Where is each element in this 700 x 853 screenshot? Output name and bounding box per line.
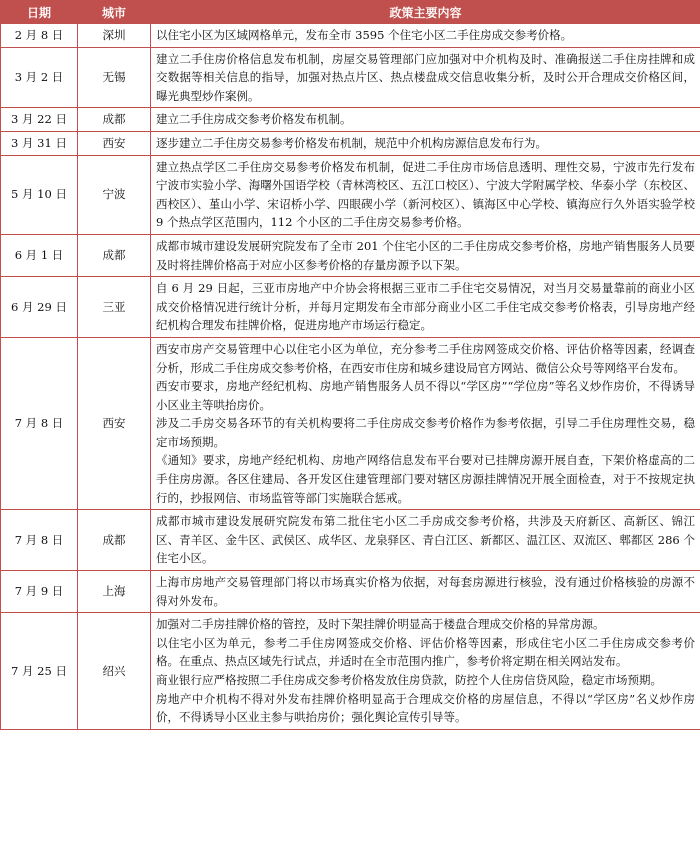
table-row	[1, 277, 700, 338]
row-city: 宁波	[78, 155, 151, 234]
table-row	[1, 571, 700, 613]
row-content	[151, 571, 700, 613]
content-paragraph: 上海市房地产交易管理部门将以市场真实价格为依据，对每套房源进行核验，没有通过价格核验的房源不得对外发布。	[156, 575, 695, 608]
row-content	[151, 24, 700, 48]
table-row	[1, 337, 700, 509]
row-date: 6 月 1 日	[1, 234, 78, 276]
table-row	[1, 131, 700, 155]
table-row	[1, 108, 700, 132]
content-paragraph: 房地产中介机构不得对外发布挂牌价格明显高于合理成交价格的房屋信息，不得以“学区房”名义炒作房价，不得诱导小区业主参与哄抬房价；强化舆论宣传引导等。	[156, 691, 695, 725]
content-paragraph: 以住宅小区为单元，参考二手住房网签成交价格、评估价格等因素，形成住宅小区二手住房成交参考价格。在重点、热点区域先行试点，并适时在全市范围内推广，参考价将定期在相关网站发布。	[156, 635, 695, 669]
table-row	[1, 234, 700, 276]
content-paragraph: 建立二手住房成交参考价格发布机制。	[156, 112, 352, 127]
row-content	[151, 47, 700, 108]
content-paragraph: 成都市城市建设发展研究院发布第二批住宅小区二手房成交参考价格，共涉及天府新区、高新区、锦江区、青羊区、金牛区、武侯区、成华区、龙泉驿区、青白江区、新都区、温江区、双流区、郫都区 286 个住宅小区。	[156, 514, 695, 566]
content-paragraph: 西安市要求，房地产经纪机构、房地产销售服务人员不得以“学区房”“学位房”等名义炒作房价，不得诱导小区业主等哄抬房价。	[156, 379, 695, 412]
row-city: 成都	[78, 234, 151, 276]
content-paragraph: 西安市房产交易管理中心以住宅小区为单位，充分参考二手住房网签成交价格、评估价格等因素，经调查分析，形成二手住房成交参考价格，在西安市住房和城乡建设局官方网站、微信公众号等网络平台发布。	[156, 341, 695, 375]
row-content	[151, 234, 700, 276]
header-content: 政策主要内容	[151, 1, 700, 24]
content-paragraph: 以住宅小区为区域网格单元，发布全市 3595 个住宅小区二手住房成交参考价格。	[156, 28, 573, 42]
row-date: 6 月 29 日	[1, 277, 78, 338]
row-date: 7 月 8 日	[1, 510, 78, 571]
row-city: 成都	[78, 108, 151, 132]
content-paragraph: 涉及二手房交易各环节的有关机构要将二手住房成交参考价格作为参考依据，引导二手住房理性交易，稳定市场预期。	[156, 416, 695, 449]
row-city: 无锡	[78, 47, 151, 108]
row-content	[151, 277, 700, 338]
row-city: 三亚	[78, 277, 151, 338]
content-paragraph: 成都市城市建设发展研究院发布了全市 201 个住宅小区的二手住房成交参考价格，房地产销售服务人员要及时将挂牌价格高于对应小区参考价格的存量房源予以下架。	[156, 238, 695, 272]
content-paragraph: 逐步建立二手住房交易参考价格发布机制，规范中介机构房源信息发布行为。	[156, 135, 547, 150]
content-paragraph: 商业银行应严格按照二手住房成交参考价格发放住房贷款，防控个人住房信贷风险，稳定市场预期。	[156, 673, 662, 687]
row-city: 深圳	[78, 24, 151, 48]
header-city: 城市	[78, 1, 151, 24]
row-date: 3 月 2 日	[1, 47, 78, 108]
table-row	[1, 47, 700, 108]
row-content	[151, 337, 700, 509]
content-paragraph: 加强对二手房挂牌价格的管控，及时下架挂牌价明显高于楼盘合理成交价格的异常房源。	[156, 617, 605, 632]
header-date: 日期	[1, 1, 78, 24]
table-row	[1, 24, 700, 48]
content-paragraph: 《通知》要求，房地产经纪机构、房地产网络信息发布平台要对已挂牌房源开展自查，下架价格虚高的二手住房房源。各区住建局、各开发区住建管理部门要对辖区房源挂牌情况开展全面检查，对于不按规定执行的，抄报网信、市场监管等部门实施联合惩戒。	[156, 453, 695, 505]
row-city: 绍兴	[78, 613, 151, 730]
content-paragraph: 自 6 月 29 日起，三亚市房地产中介协会将根据三亚市二手住宅交易情况，对当月交易量靠前的商业小区成交价格情况进行统计分析，并每月定期发布全市部分商业小区二手住宅成交参考价格表，引导房地产经纪机构合理发布挂牌价格，促进房地产市场运行稳定。	[156, 281, 695, 333]
table-header	[1, 1, 700, 24]
row-city: 上海	[78, 571, 151, 613]
row-date: 5 月 10 日	[1, 155, 78, 234]
table-body	[1, 24, 700, 730]
row-content	[151, 108, 700, 132]
row-date: 2 月 8 日	[1, 24, 78, 48]
row-date: 3 月 22 日	[1, 108, 78, 132]
row-date: 7 月 9 日	[1, 571, 78, 613]
row-content	[151, 131, 700, 155]
row-city: 西安	[78, 337, 151, 509]
content-paragraph: 建立热点学区二手住房交易参考价格发布机制，促进二手住房市场信息透明、理性交易，宁波市先行发布宁波市实验小学、海曙外国语学校（青林湾校区、五江口校区）、宁波大学附属学校、华泰小学（东校区、西校区）、堇山小学、宋诏桥小学、四眼碶小学（新河校区）、镇海区中心学校、镇海应行久外语实验学校 9 个热点学区范围内，112 个小区的二手住房交易参考价格。	[156, 159, 695, 230]
row-content	[151, 155, 700, 234]
table-row	[1, 155, 700, 234]
row-date: 7 月 8 日	[1, 337, 78, 509]
row-content	[151, 613, 700, 730]
table-row	[1, 613, 700, 730]
table-row	[1, 510, 700, 571]
row-city: 西安	[78, 131, 151, 155]
header-row	[1, 1, 700, 24]
row-date: 7 月 25 日	[1, 613, 78, 730]
row-date: 3 月 31 日	[1, 131, 78, 155]
content-paragraph: 建立二手住房价格信息发布机制，房屋交易管理部门应加强对中介机构及时、准确报送二手住房挂牌和成交数据等相关信息的指导，加强对热点片区、热点楼盘成交信息收集分析，及时公开合理成交价格区间，曝光典型炒作案例。	[156, 51, 695, 103]
row-city: 成都	[78, 510, 151, 571]
row-content	[151, 510, 700, 571]
